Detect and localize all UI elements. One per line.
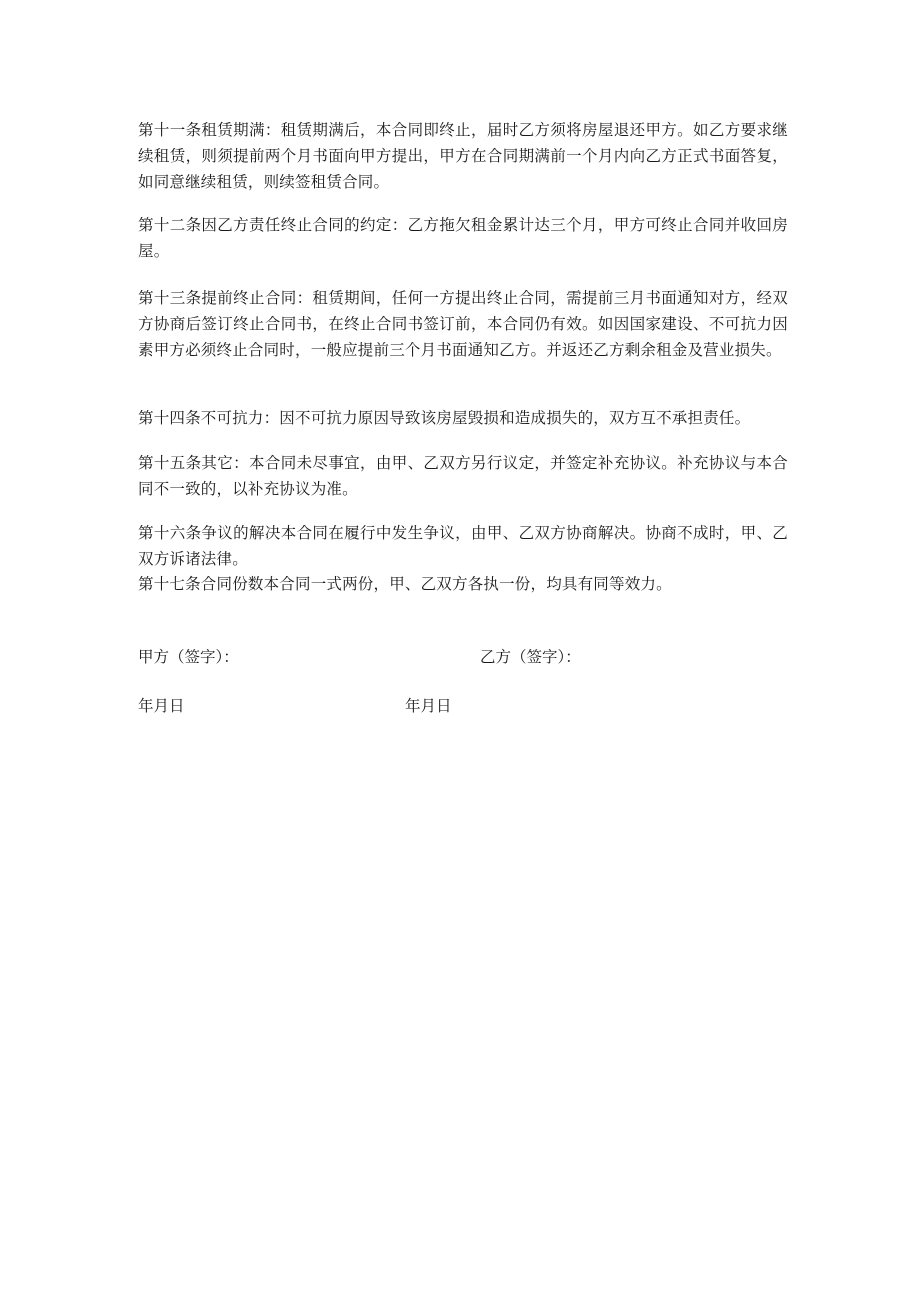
clause-13: 第十三条提前终止合同：租赁期间，任何一方提出终止合同，需提前三月书面通知对方，经双方协商后签订终止合同书，在终止合同书签订前，本合同仍有效。如因国家建设、不可抗力因素甲方必须终止合同时，一般应提前三个月书面通知乙方。并返还乙方剩余租金及营业损失。: [138, 289, 788, 359]
party-a-date-label: 年月日: [138, 697, 185, 715]
clause-14: 第十四条不可抗力：因不可抗力原因导致该房屋毁损和造成损失的，双方互不承担责任。: [138, 409, 751, 427]
clause-15: 第十五条其它：本合同未尽事宜，由甲、乙双方另行议定，并签定补充协议。补充协议与本合同不一致的，以补充协议为准。: [138, 454, 788, 498]
clause-12: 第十二条因乙方责任终止合同的约定：乙方拖欠租金累计达三个月，甲方可终止合同并收回房屋。: [138, 216, 788, 260]
clause-16: 第十六条争议的解决本合同在履行中发生争议，由甲、乙双方协商解决。协商不成时，甲、乙双方诉诸法律。: [138, 524, 788, 568]
party-b-signature-label: 乙方（签字）：: [480, 648, 581, 666]
party-b-date-label: 年月日: [405, 697, 452, 715]
clause-17: 第十七条合同份数本合同一式两份，甲、乙双方各执一份，均具有同等效力。: [138, 575, 672, 593]
party-a-signature-label: 甲方（签字）：: [138, 648, 239, 666]
clause-11: 第十一条租赁期满：租赁期满后，本合同即终止，届时乙方须将房屋退还甲方。如乙方要求继续租赁，则须提前两个月书面向甲方提出，甲方在合同期满前一个月内向乙方正式书面答复，如同意继续租赁，则续签租赁合同。: [138, 121, 788, 191]
